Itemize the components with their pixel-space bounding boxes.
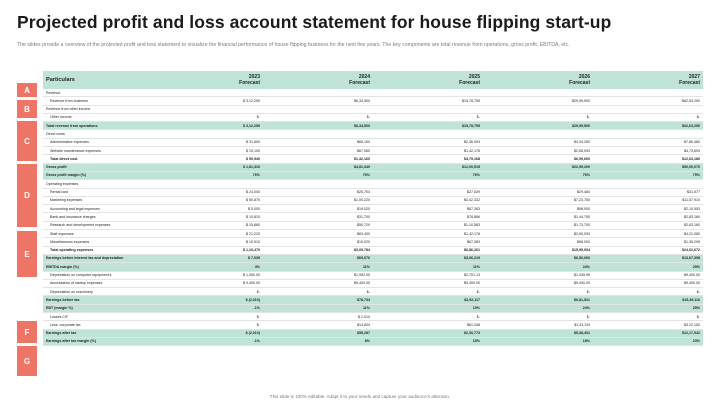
profit-loss-table xyxy=(43,71,703,346)
row-label: Administrative expenses xyxy=(43,138,153,146)
table-row xyxy=(43,296,703,304)
row-value: $4,42,332 xyxy=(373,196,483,204)
column-header-year xyxy=(593,71,703,89)
row-label: Bank and insurance charges xyxy=(43,213,153,221)
row-value: $67,383 xyxy=(373,205,483,213)
row-value: $19,020 xyxy=(263,238,373,246)
row-value xyxy=(153,89,263,97)
row-value: $ 2,010 xyxy=(263,313,373,321)
row-value: $12,00,515 xyxy=(373,163,483,171)
row-value: $11,57,910 xyxy=(593,196,703,204)
row-value: $25,704 xyxy=(263,188,373,196)
row-value: $6,56,000 xyxy=(483,254,593,262)
row-value: $ 50,940 xyxy=(153,155,263,163)
column-header-year xyxy=(263,71,373,89)
row-value: $55,287 xyxy=(263,329,373,337)
table-row xyxy=(43,113,703,121)
row-value: $29,95,500 xyxy=(483,97,593,105)
row-value: 11% xyxy=(263,304,373,312)
row-value: $5,38,401 xyxy=(483,329,593,337)
row-value: $3,79,168 xyxy=(373,155,483,163)
row-value: $4,21,080 xyxy=(593,230,703,238)
row-value: $ 31,600 xyxy=(153,138,263,146)
row-value: $1,44,750 xyxy=(483,213,593,221)
row-value: $2,65,093 xyxy=(483,230,593,238)
row-value: $14,604 xyxy=(263,321,373,329)
row-value: $6,86,261 xyxy=(373,246,483,254)
row-value: $9,400.00 xyxy=(483,279,593,287)
row-value: -1% xyxy=(153,304,263,312)
row-value: $7,89,480 xyxy=(593,138,703,146)
row-value: 15% xyxy=(373,337,483,345)
table-row xyxy=(43,221,703,229)
row-value: $15,78,755 xyxy=(373,122,483,130)
table-row xyxy=(43,213,703,221)
row-value: 76% xyxy=(153,171,263,179)
row-value: $19,020 xyxy=(263,205,373,213)
section-marker-f: F xyxy=(17,321,37,343)
table-header-row xyxy=(43,71,703,89)
row-value: $29,95,500 xyxy=(483,122,593,130)
row-label: Operating expenses xyxy=(43,180,153,188)
row-value: $1,35,209 xyxy=(593,238,703,246)
row-label: Rental cost xyxy=(43,188,153,196)
row-label: Total operating expenses xyxy=(43,246,153,254)
row-value: $29,484 xyxy=(483,188,593,196)
row-value: $ 21,220 xyxy=(153,230,263,238)
row-value xyxy=(373,89,483,97)
row-value: $2,701.13 xyxy=(373,271,483,279)
table-row xyxy=(43,246,703,254)
row-value: $- xyxy=(593,313,703,321)
row-value xyxy=(373,180,483,188)
row-value: $62,63,250 xyxy=(593,122,703,130)
row-value xyxy=(593,130,703,138)
row-value xyxy=(593,105,703,113)
row-value: $78,866 xyxy=(373,213,483,221)
row-value: $1,42,176 xyxy=(373,230,483,238)
table-row xyxy=(43,163,703,171)
table-row xyxy=(43,238,703,246)
year-label: 2026 xyxy=(578,74,590,80)
table-row xyxy=(43,313,703,321)
column-header-year xyxy=(483,71,593,89)
row-value: $61,348 xyxy=(373,321,483,329)
row-value xyxy=(263,130,373,138)
row-value: $ 3,12,250 xyxy=(153,97,263,105)
row-label: Revenue from other income xyxy=(43,105,153,113)
row-value: $9,400.00 xyxy=(593,271,703,279)
row-value: $3,06,219 xyxy=(373,254,483,262)
table-row xyxy=(43,304,703,312)
year-sub-label: Forecast xyxy=(679,80,700,86)
table-row xyxy=(43,180,703,188)
row-value: $1,42,176 xyxy=(373,147,483,155)
row-value: $- xyxy=(373,113,483,121)
column-header-year xyxy=(373,71,483,89)
row-value: 4% xyxy=(153,263,263,271)
row-value: 23% xyxy=(593,337,703,345)
row-value: $1,10,583 xyxy=(373,221,483,229)
row-label: EBT (margin %) xyxy=(43,304,153,312)
row-value: 25% xyxy=(593,304,703,312)
row-value: $1,32,160 xyxy=(263,155,373,163)
row-value: $1,43,119 xyxy=(483,321,593,329)
row-value: $9,400.00 xyxy=(593,279,703,287)
row-value: $- xyxy=(483,113,593,121)
year-label: 2024 xyxy=(358,74,370,80)
year-sub-label: Forecast xyxy=(349,80,370,86)
table-row xyxy=(43,97,703,105)
row-value: $31,700 xyxy=(263,213,373,221)
row-value: $13,67,398 xyxy=(593,254,703,262)
row-value: $- xyxy=(153,113,263,121)
row-value: $2,30,773 xyxy=(373,329,483,337)
row-value: $15,95,934 xyxy=(483,246,593,254)
footer-note: This slide is 100% editable. Adapt it to your needs and capture your audience's attention. xyxy=(269,394,451,399)
row-value: $65,100 xyxy=(263,138,373,146)
section-marker-g: G xyxy=(17,346,37,376)
row-value: $98,000 xyxy=(483,205,593,213)
row-value: $9,400.00 xyxy=(373,279,483,287)
row-value: 76% xyxy=(483,171,593,179)
row-value: $15,78,755 xyxy=(373,97,483,105)
row-value: 76% xyxy=(263,171,373,179)
row-value xyxy=(153,180,263,188)
row-value: $9,400.00 xyxy=(263,279,373,287)
table-row xyxy=(43,89,703,97)
row-value: $62,63,250 xyxy=(593,97,703,105)
section-marker-b: B xyxy=(17,100,37,118)
section-marker-d: D xyxy=(17,164,37,227)
row-label: Staff expenses xyxy=(43,230,153,238)
row-value: $78,734 xyxy=(263,296,373,304)
row-value: $6,99,600 xyxy=(483,155,593,163)
row-value: $ 1,050.00 xyxy=(153,271,263,279)
table-row xyxy=(43,288,703,296)
row-value: $24,62,672 xyxy=(593,246,703,254)
row-value: $- xyxy=(263,113,373,121)
row-value: $6,34,500 xyxy=(263,122,373,130)
row-label: Earnings before tax xyxy=(43,296,153,304)
row-value: $3,09,784 xyxy=(263,246,373,254)
row-value: $4,81,340 xyxy=(263,163,373,171)
year-label: 2023 xyxy=(248,74,260,80)
row-value: $- xyxy=(373,313,483,321)
table-row xyxy=(43,321,703,329)
row-label: Earnings before interest tax and depreciation xyxy=(43,254,153,262)
row-value: 11% xyxy=(373,263,483,271)
row-label: EBITDA margin (%) xyxy=(43,263,153,271)
row-value xyxy=(483,130,593,138)
column-header-year xyxy=(153,71,263,89)
row-value: $ 24,000 xyxy=(153,188,263,196)
row-value: $50,720 xyxy=(263,221,373,229)
row-value: $- xyxy=(483,288,593,296)
row-label: Other income xyxy=(43,113,153,121)
table-row xyxy=(43,188,703,196)
row-value: $- xyxy=(153,288,263,296)
row-value: $ 5,000 xyxy=(153,205,263,213)
row-value: 79% xyxy=(593,171,703,179)
row-value: $ (2,010) xyxy=(153,329,263,337)
page-subtitle: The slides provide a overview of the projected profit and loss statement to visualize the financial performance of house flipping business for the next five years. The key components are total revenue from operations, gross profit, EBITDA, etc. xyxy=(17,42,570,48)
row-value xyxy=(373,130,483,138)
table-row xyxy=(43,171,703,179)
row-value: $ (2,010) xyxy=(153,296,263,304)
section-marker-e: E xyxy=(17,231,37,277)
row-value: $27,529 xyxy=(373,188,483,196)
row-value: $1,992.00 xyxy=(263,271,373,279)
row-value xyxy=(263,180,373,188)
table-row xyxy=(43,147,703,155)
row-value: $1,345.99 xyxy=(483,271,593,279)
row-value xyxy=(483,180,593,188)
row-value: $- xyxy=(593,288,703,296)
row-value xyxy=(153,130,263,138)
row-value: $12,17,542 xyxy=(593,329,703,337)
row-value: $2,63,160 xyxy=(593,221,703,229)
row-value: 8% xyxy=(263,337,373,345)
row-value: 11% xyxy=(263,263,373,271)
row-value: $1,00,220 xyxy=(263,196,373,204)
row-value: $63,400 xyxy=(263,230,373,238)
row-value: -1% xyxy=(153,337,263,345)
row-value: $ 1,10,470 xyxy=(153,246,263,254)
row-value: $4,73,693 xyxy=(593,147,703,155)
row-label: Less: corporate tax xyxy=(43,321,153,329)
row-label: Marketing expenses xyxy=(43,196,153,204)
row-value: $2,65,093 xyxy=(483,147,593,155)
row-label: Revenue xyxy=(43,89,153,97)
row-value: 24% xyxy=(483,304,593,312)
row-value: 19% xyxy=(373,304,483,312)
row-label: Losses C/F xyxy=(43,313,153,321)
row-value: $15,39,116 xyxy=(593,296,703,304)
row-value xyxy=(483,105,593,113)
row-value: 76% xyxy=(373,171,483,179)
row-value: 24% xyxy=(483,263,593,271)
section-marker-a: A xyxy=(17,83,37,97)
row-label: Research and development expenses xyxy=(43,221,153,229)
row-value: $69,076 xyxy=(263,254,373,262)
row-value: $ 15,860 xyxy=(153,221,263,229)
row-value: $ 19,100 xyxy=(153,147,263,155)
row-label: Gross profit xyxy=(43,163,153,171)
row-value: $ 10,810 xyxy=(153,213,263,221)
column-header-particulars: Particulars xyxy=(43,71,153,89)
row-value: $4,34,250 xyxy=(483,138,593,146)
row-value: $67,060 xyxy=(263,147,373,155)
row-label: Amortization of startup expenses xyxy=(43,279,153,287)
row-label: Depreciation on computer equipment's xyxy=(43,271,153,279)
row-value: $6,34,500 xyxy=(263,97,373,105)
row-value: $2,92,117 xyxy=(373,296,483,304)
row-value xyxy=(263,105,373,113)
row-value: $ 9,400.00 xyxy=(153,279,263,287)
page-title: Projected profit and loss account statement for house flipping start-up xyxy=(17,12,612,32)
year-label: 2025 xyxy=(468,74,480,80)
row-label: Miscellaneous expenses xyxy=(43,238,153,246)
row-value: $3,22,152 xyxy=(593,321,703,329)
row-value: $2,83,160 xyxy=(593,213,703,221)
row-value: $ 50,870 xyxy=(153,196,263,204)
table-row xyxy=(43,337,703,345)
row-value xyxy=(263,89,373,97)
row-value xyxy=(593,180,703,188)
row-label: Earnings after tax xyxy=(43,329,153,337)
table-row xyxy=(43,254,703,262)
row-label: Gross profit margin (%) xyxy=(43,171,153,179)
year-sub-label: Forecast xyxy=(569,80,590,86)
row-value: $- xyxy=(483,313,593,321)
row-value: $67,383 xyxy=(373,238,483,246)
row-label: Depreciation on machinery xyxy=(43,288,153,296)
row-value: $12,63,180 xyxy=(593,155,703,163)
row-label: Total revenue from operations xyxy=(43,122,153,130)
table-body xyxy=(43,89,703,346)
row-label: Website maintenance expenses xyxy=(43,147,153,155)
row-value: $ 10,910 xyxy=(153,238,263,246)
table-row xyxy=(43,105,703,113)
table-row xyxy=(43,279,703,287)
row-value: $2,36,993 xyxy=(373,138,483,146)
table-row xyxy=(43,130,703,138)
row-label: Revenue from business xyxy=(43,97,153,105)
row-value: 29% xyxy=(593,263,703,271)
row-value: 18% xyxy=(483,337,593,345)
table-row xyxy=(43,122,703,130)
row-value: $- xyxy=(263,288,373,296)
row-value xyxy=(153,105,263,113)
row-value: $- xyxy=(593,113,703,121)
row-label: Direct costs xyxy=(43,130,153,138)
row-label: Total direct cost xyxy=(43,155,153,163)
row-value: $- xyxy=(153,313,263,321)
year-label: 2027 xyxy=(688,74,700,80)
row-value: $- xyxy=(153,321,263,329)
table-row xyxy=(43,329,703,337)
row-value: $50,00,070 xyxy=(593,163,703,171)
table-row xyxy=(43,205,703,213)
row-value: $7,23,750 xyxy=(483,196,593,204)
row-value xyxy=(593,89,703,97)
row-value: $- xyxy=(373,288,483,296)
row-label: Earnings after tax margin (%) xyxy=(43,337,153,345)
row-value: $2,10,553 xyxy=(593,205,703,213)
year-sub-label: Forecast xyxy=(459,80,480,86)
year-sub-label: Forecast xyxy=(239,80,260,86)
table-row xyxy=(43,138,703,146)
row-value: $31,577 xyxy=(593,188,703,196)
row-value: $22,95,200 xyxy=(483,163,593,171)
section-marker-c: C xyxy=(17,121,37,161)
table-row xyxy=(43,271,703,279)
table-row xyxy=(43,230,703,238)
table-row xyxy=(43,196,703,204)
row-value xyxy=(483,89,593,97)
row-label: Accounting and legal expenses xyxy=(43,205,153,213)
row-value: $1,73,700 xyxy=(483,221,593,229)
row-value: $ 7,039 xyxy=(153,254,263,262)
row-value: $ 1,81,310 xyxy=(153,163,263,171)
table-row xyxy=(43,263,703,271)
row-value: $98,000 xyxy=(483,238,593,246)
row-value: $ 3,12,250 xyxy=(153,122,263,130)
row-value xyxy=(373,105,483,113)
table-row xyxy=(43,155,703,163)
row-value: $6,81,521 xyxy=(483,296,593,304)
